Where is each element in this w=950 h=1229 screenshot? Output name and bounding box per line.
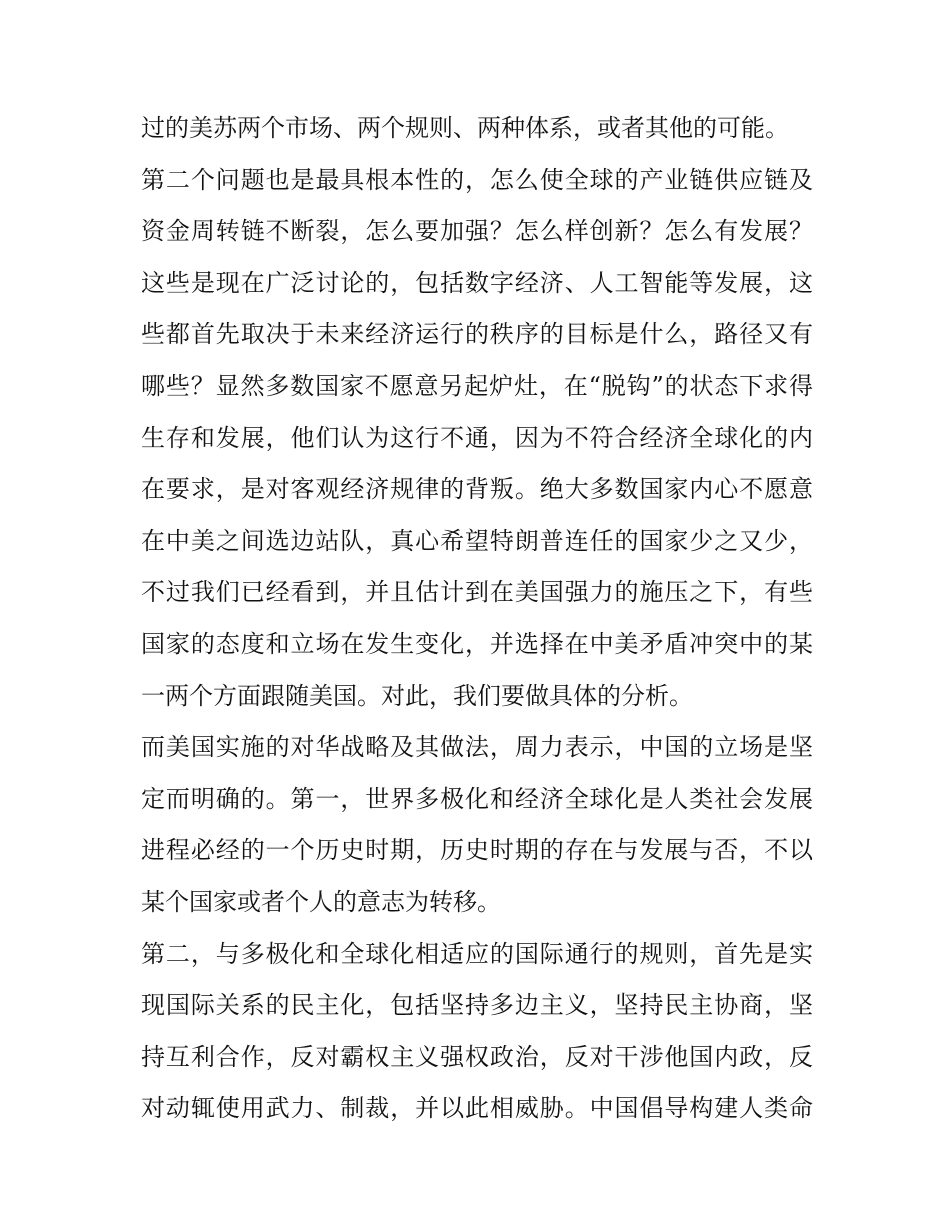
document-body: [141, 103, 813, 1135]
text-line: 这些是现在广泛讨论的，包括数字经济、人工智能等发展，这: [141, 268, 813, 297]
text-line: 国家的态度和立场在发生变化，并选择在中美矛盾冲突中的某: [141, 629, 813, 658]
text-line: 第二，与多极化和全球化相适应的国际通行的规则，首先是实: [141, 939, 813, 968]
text-line: 生存和发展，他们认为这行不通，因为不符合经济全球化的内: [141, 423, 813, 452]
text-line: 现国际关系的民主化，包括坚持多边主义，坚持民主协商，坚: [141, 991, 813, 1020]
text-line: 定而明确的。第一，世界多极化和经济全球化是人类社会发展: [141, 784, 813, 813]
text-line: 第二个问题也是最具根本性的，怎么使全球的产业链供应链及: [141, 165, 813, 194]
text-line: 哪些？显然多数国家不愿意另起炉灶，在“脱钩”的状态下求得: [141, 371, 813, 400]
text-line: 在中美之间选边站队，真心希望特朗普连任的国家少之又少，: [141, 526, 813, 555]
text-line: 些都首先取决于未来经济运行的秩序的目标是什么，路径又有: [141, 320, 813, 349]
text-line: 在要求，是对客观经济规律的背叛。绝大多数国家内心不愿意: [141, 475, 813, 504]
text-line: 而美国实施的对华战略及其做法，周力表示，中国的立场是坚: [141, 733, 813, 762]
text-line: 进程必经的一个历史时期，历史时期的存在与发展与否，不以: [141, 836, 813, 865]
text-line: 持互利合作，反对霸权主义强权政治，反对干涉他国内政，反: [141, 1042, 813, 1071]
text-line: 过的美苏两个市场、两个规则、两种体系，或者其他的可能。: [141, 114, 789, 142]
text-line: 资金周转链不断裂，怎么要加强？怎么样创新？怎么有发展？: [141, 217, 813, 246]
text-line: 对动辄使用武力、制裁，并以此相威胁。中国倡导构建人类命: [141, 1094, 813, 1123]
text-line: 某个国家或者个人的意志为转移。: [141, 887, 501, 916]
text-line: 不过我们已经看到，并且估计到在美国强力的施压之下，有些: [141, 578, 813, 607]
text-line: 一两个方面跟随美国。对此，我们要做具体的分析。: [141, 681, 693, 710]
